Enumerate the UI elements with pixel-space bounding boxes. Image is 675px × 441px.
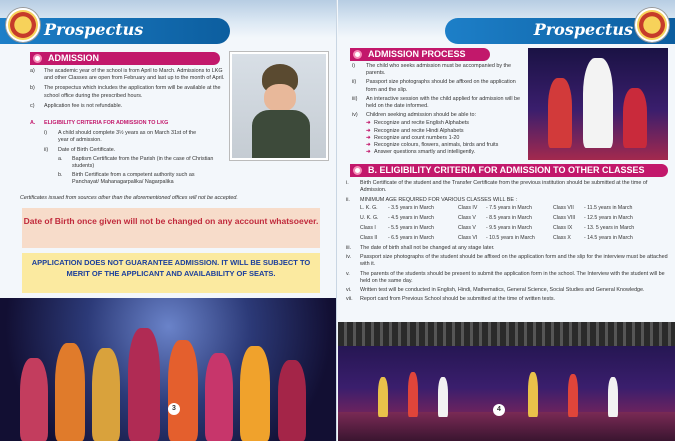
dancer-shape [55, 343, 85, 441]
performer-shape [408, 372, 418, 417]
bullet-icon [353, 50, 362, 59]
school-logo-icon [635, 8, 669, 42]
performer-shape [568, 374, 578, 417]
guarantee-notice: APPLICATION DOES NOT GUARANTEE ADMISSION. IT WILL BE SUBJECT TO MERIT OF THE APPLICANT AND AVAILABILITY OF SEATS. [22, 253, 320, 293]
admission-heading: ADMISSION [30, 52, 220, 65]
bullet-icon [33, 54, 42, 63]
performance-photo [528, 48, 668, 160]
prospectus-title: Prospectus [533, 20, 633, 39]
stage-floor [338, 412, 675, 441]
dob-notice: Date of Birth once given will not be changed on any account whatsoever. [22, 208, 320, 248]
dancer-shape [168, 340, 198, 441]
prospectus-title: Prospectus [44, 20, 144, 39]
page-number: 4 [493, 404, 505, 416]
dance-photo [0, 298, 337, 441]
performer-shape [608, 377, 618, 417]
right-page: Prospectus ADMISSION PROCESS i) The child who seeks admission must be accompanied by the parents. ii) Passport size photographs should be affixed on the application form and the slip. iii) An interactive session with the child applied for admission will be held on the date informed. iv) Children seeking admission should be able to: ➜ Recognize and recite English Alphabets ➜ Recognize and recite Hindi Alphabets ➜ Recognize and count numbers 1-20 ➜ Recognize colours, flowers, animals, birds and fruits ➜ Answer questions smartly and intelligently. B. ELIGIBILITY CRITERIA FOR ADMISSION TO OTHER CLASSES i. Birth Certificate of the student and the Transfer Certificate from the previous institution should be submitted at the time of Admission. ii. MINIMUM AGE REQUIRED FOR VARIOUS CLASSES WILL BE : L. K. G. - 3.5 years in March Class IV - 7.5 years in March Class VII - 11.5 years in March U. K. G. - 4.5 years in March Class V - 8.5 years in March Class VIII - 12.5 years in March Class I - 5.5 years in March Class V - 9.5 years in March Class IX - 13. 5 years in March Class II - 6.5 years in March Class VI - 10.5 years in March Class X - 14.5 years in March iii. The date of birth shall not be changed at any stage later. iv. Passport size photographs of the student should be affixed on the application form and the slip for the interview must be attached with it. v. The parents of the students should be present to submit the application form in the school. The Interview with the student will be held on the same day. vi. Written test will be conducted in English, Hindi, Mathematics, General Science, Social Studies and General Knowledge. vii. Report card from Previous School should be submitted at the time of written tests. 4 [338, 0, 675, 441]
performer-shape [548, 78, 572, 148]
process-list: i) The child who seeks admission must be accompanied by the parents. ii) Passport size photographs should be affixed on the application form and the slip. iii) An interactive session with the child applied for admission will be held on the date informed. iv) Children seeking admission should be able to: ➜ Recognize and recite English Alphabets ➜ Recognize and recite Hindi Alphabets ➜ Recognize and count numbers 1-20 ➜ Recognize colours, flowers, animals, birds and fruits ➜ Answer questions smartly and intelligently. [352, 63, 521, 156]
page-number: 3 [168, 403, 180, 415]
dancer-shape [20, 358, 48, 441]
jacket-shape [252, 110, 310, 160]
admission-process-heading: ADMISSION PROCESS [350, 48, 490, 61]
performer-shape [378, 377, 388, 417]
lighting-truss [338, 322, 675, 346]
stage-photo [338, 322, 675, 441]
other-classes-heading: B. ELIGIBILITY CRITERIA FOR ADMISSION TO OTHER CLASSES [350, 164, 668, 177]
dancer-shape [128, 328, 160, 441]
child-photo [230, 52, 328, 160]
bullet-icon [353, 166, 362, 175]
school-logo-icon [6, 8, 40, 42]
performer-shape [583, 58, 613, 148]
other-classes-list: i. Birth Certificate of the student and the Transfer Certificate from the previous institution should be submitted at the time of Admission. ii. MINIMUM AGE REQUIRED FOR VARIOUS CLASSES WILL BE : [346, 180, 648, 204]
certificates-note: Certificates issued from sources other than the aforementioned offices will not be accepted. [20, 195, 238, 201]
lkg-criteria: A. ELIGIBILITY CRITERIA FOR ADMISSION TO LKG i) A child should complete 3½ years as on March 31st of the year of admission. ii) Date of Birth Certificate. a. Baptism Certificate from the Parish (in the case of Christian students) b. Birth Certificate from a competent authority such as Panchayat/ Mahanagarpalika/ Nagarpalika [30, 120, 214, 186]
performer-shape [528, 372, 538, 417]
dancer-shape [205, 353, 233, 441]
other-classes-more: iii. The date of birth shall not be changed at any stage later. iv. Passport size photographs of the student should be affixed on the application form and the slip for the interview must be attached with it. v. The parents of the students should be present to submit the application form in the school. The Interview with the student will be held on the same day. vi. Written test will be conducted in English, Hindi, Mathematics, General Science, Social Studies and General Knowledge. vii. Report card from Previous School should be submitted at the time of written tests. [346, 245, 668, 303]
left-page [0, 0, 337, 441]
dancer-shape [278, 360, 306, 441]
face-shape [264, 84, 296, 112]
performer-shape [623, 88, 647, 148]
dancer-shape [240, 346, 270, 441]
dancer-shape [92, 348, 120, 441]
admission-list: a) The academic year of the school is from April to March. Admissions to LKG and other Classes are open from February and last up to the month of April. b) The prospectus which includes the application form will be available at the school office during the prescribed hours. c) Application fee is not refundable. [30, 68, 225, 109]
performer-shape [438, 377, 448, 417]
